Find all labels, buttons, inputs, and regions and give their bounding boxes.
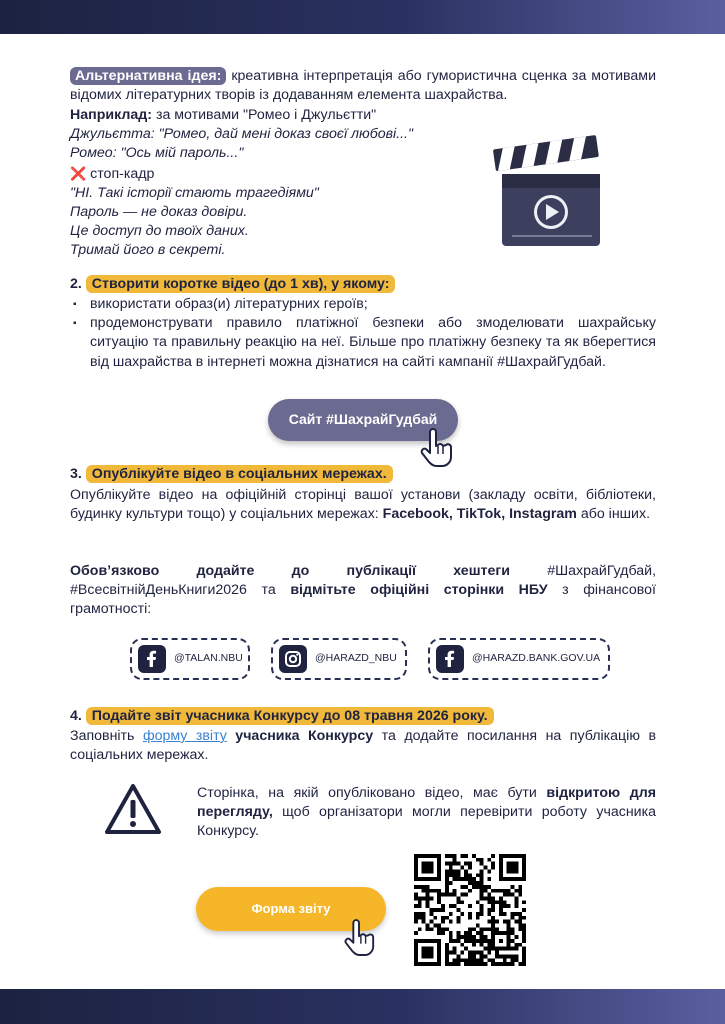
alt-idea-label: Альтернативна ідея: — [70, 67, 226, 85]
alt-idea-text: креативна інтерпретація або гумористична сценка за мотивами відомих літературних творів із додаванням елемента шахрайства. — [70, 68, 656, 104]
step3-tag-nbu: відмітьте офіційні сторінки НБУ — [290, 582, 548, 599]
step3-text — [70, 486, 656, 524]
dialog-line-2: Ромео: "Ось мій пароль..." — [70, 145, 244, 162]
warning-text — [197, 784, 656, 842]
dialog-line-1: Джульєтта: "Ромео, дай мені доказ своєї любові..." — [70, 126, 413, 143]
step3-must-text-b: з фінансової грамотності: — [70, 582, 656, 618]
step2-title: Створити коротке відео (до 1 хв), у якому: — [86, 275, 396, 293]
warning-text-a: Сторінка, на якій опубліковано відео, має бути — [197, 785, 547, 801]
dialog-line-6: Тримай його в секреті. — [70, 242, 226, 259]
step3-hashtags — [70, 562, 656, 620]
bottom-band — [0, 989, 725, 1024]
instagram-icon — [279, 645, 307, 673]
dialog-line-4: Пароль — не доказ довіри. — [70, 204, 248, 221]
step3-number: 3. — [70, 466, 82, 482]
step3-must-label: Обов’язково додайте до публікації хештеги — [70, 563, 510, 579]
step3-heading — [70, 465, 656, 484]
warning-icon — [103, 782, 163, 836]
step3-text-b: або інших. — [576, 506, 651, 523]
stop-icon: ❌ — [70, 165, 87, 181]
top-band — [0, 0, 725, 34]
warning-text-b: щоб організатори могли перевірити роботу учасника Конкурсу. — [197, 804, 656, 840]
example-label: Наприклад: — [70, 107, 153, 123]
step2-bullet-2: ▪ продемонструвати правило платіжної безпеки або змоделювати шахрайську ситуацію та правильну реакцію на неї. Більше про платіжну безпеку та як вберегтися від шахрайства в інтернеті можна дізнатися на сайті кампанії #ШахрайГудбай. — [70, 314, 656, 372]
step3-text-a: Опублікуйте відео на офіційній сторінці вашої установи (закладу освіти, бібліотеки, будинку культури тощо) у соціальних мережах: — [70, 487, 656, 523]
qr-code[interactable] — [414, 854, 526, 966]
dialog-line-5: Це доступ до твоїх даних. — [70, 223, 249, 240]
facebook-icon — [436, 645, 464, 673]
facebook-icon — [138, 645, 166, 673]
report-form-link[interactable]: форму звіту — [142, 728, 227, 744]
step4-heading — [70, 707, 656, 726]
step2-number: 2. — [70, 276, 82, 292]
dialog-line-3: "НІ. Такі історії стають трагедіями" — [70, 184, 319, 201]
step2-list — [70, 295, 656, 372]
social-link-harazd-instagram[interactable] — [271, 638, 407, 680]
step3-networks: Facebook, TikTok, Instagram — [382, 506, 577, 523]
alt-idea-paragraph — [70, 67, 656, 105]
step4-participant: учасника Конкурсу — [226, 728, 374, 744]
social-handle-harazd-facebook: @HARAZD.BANK.GOV.UA — [472, 652, 601, 665]
clapperboard-icon — [488, 128, 608, 250]
step4-title: Подайте звіт учасника Конкурсу до 08 травня 2026 року. — [86, 707, 494, 725]
report-form-button[interactable]: Форма звіту — [196, 887, 386, 931]
step4-text-a: Заповніть — [70, 728, 143, 744]
step4-number: 4. — [70, 708, 82, 724]
social-link-harazd-facebook[interactable] — [428, 638, 610, 680]
step4-text — [70, 727, 656, 765]
social-link-talan[interactable] — [130, 638, 250, 680]
stop-text: стоп-кадр — [86, 165, 155, 182]
pointer-hand-icon — [418, 428, 454, 468]
step3-title: Опублікуйте відео в соціальних мережах. — [86, 465, 393, 483]
alt-idea-example — [70, 106, 490, 261]
step2-bullet-1: ▪ використати образ(и) літературних героїв; — [70, 295, 656, 314]
campaign-site-button[interactable]: Сайт #ШахрайГудбай — [268, 399, 458, 441]
social-handle-talan: @TALAN.NBU — [174, 652, 243, 665]
pointer-hand-icon — [342, 918, 376, 958]
example-text: за мотивами "Ромео і Джульєтти" — [152, 107, 377, 123]
step2-heading — [70, 275, 656, 294]
warning-open: відкритою для перегляду, — [197, 785, 656, 821]
social-handle-harazd-instagram: @HARAZD_NBU — [315, 652, 397, 665]
step3-must-text-a: #ШахрайГудбай, #ВсесвітнійДеньКниги2026 та — [70, 563, 657, 599]
step4-text-b: та додайте посилання на публікацію в соціальних мережах. — [70, 728, 656, 764]
